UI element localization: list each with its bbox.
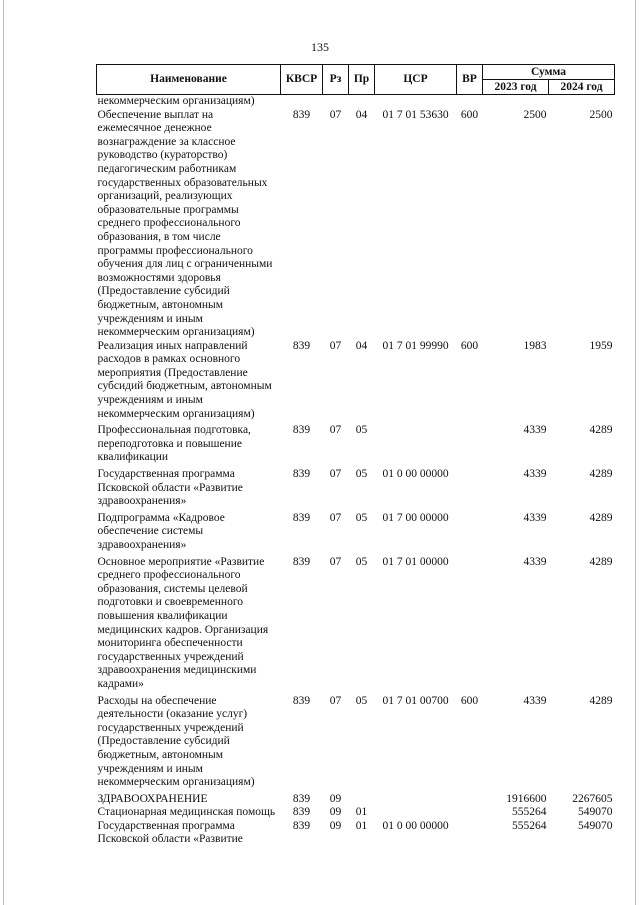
cell-pr: 05: [355, 694, 368, 707]
table-row: [97, 820, 615, 847]
cell-rz: 07: [329, 511, 342, 524]
cell-sum-2024: 4289: [589, 555, 613, 568]
header-year-2023: 2023 год: [483, 80, 549, 95]
cell-name: Государственная программа Псковской области «Развитие: [97, 819, 243, 846]
page-number: 135: [311, 40, 329, 54]
cell-sum-2024: 2267605: [572, 792, 613, 805]
table-row: [97, 95, 615, 109]
cell-kvsr: 839: [292, 468, 311, 481]
cell-rz: 09: [329, 792, 342, 805]
budget-table: [96, 64, 615, 847]
cell-rz: [323, 95, 349, 109]
cell-kvsr: 839: [292, 108, 311, 121]
cell-csr: [375, 95, 457, 109]
cell-name: Реализация иных направлений расходов в рамках основного мероприятия (Предоставление субсидий бюджетным, автономным учреждениям и иным некоммерческим организациям): [97, 339, 272, 420]
cell-name: ЗДРАВООХРАНЕНИЕ: [97, 792, 208, 805]
cell-vr: [457, 553, 483, 692]
cell-csr: 01 7 01 53630: [382, 108, 449, 121]
cell-sum-2024: 2500: [589, 108, 613, 121]
table-header: [97, 65, 615, 95]
cell-name: Государственная программа Псковской области «Развитие здравоохранения»: [97, 468, 243, 508]
cell-name: Стационарная медицинская помощь: [97, 806, 276, 819]
cell-sum-2023: 4339: [523, 555, 547, 568]
cell-name: Профессиональная подготовка, переподготовка и повышение квалификации: [97, 424, 251, 464]
cell-pr: 01: [355, 819, 368, 832]
page-edge-left: [3, 0, 4, 905]
cell-pr: 01: [355, 806, 368, 819]
cell-pr: 04: [355, 108, 368, 121]
cell-sum-2023: 1916600: [506, 792, 547, 805]
table-row: [97, 806, 615, 820]
cell-sum-2023: 555264: [512, 819, 547, 832]
cell-sum-2023: 2500: [523, 108, 547, 121]
cell-vr: [457, 421, 483, 465]
cell-rz: 07: [329, 108, 342, 121]
cell-sum-2024: 1959: [589, 339, 613, 352]
table-row: [97, 340, 615, 422]
cell-rz: 07: [329, 555, 342, 568]
cell-sum-2023: 1983: [523, 339, 547, 352]
cell-sum-2024: [549, 95, 615, 109]
cell-sum-2023: 4339: [523, 424, 547, 437]
cell-csr: 01 0 00 00000: [382, 819, 449, 832]
cell-csr: [375, 421, 457, 465]
cell-rz: 07: [329, 424, 342, 437]
header-vr: ВР: [457, 65, 483, 95]
cell-rz: 09: [329, 819, 342, 832]
cell-csr: 01 7 01 99990: [382, 339, 449, 352]
cell-vr: [457, 806, 483, 820]
cell-name: Подпрограмма «Кадровое обеспечение системы здравоохранения»: [97, 511, 225, 551]
header-rz: Рз: [323, 65, 349, 95]
cell-name: некоммерческим организациям): [97, 95, 255, 107]
cell-csr: 01 7 00 00000: [382, 511, 449, 524]
cell-kvsr: [281, 95, 323, 109]
cell-sum-2024: 4289: [589, 424, 613, 437]
cell-kvsr: 839: [292, 511, 311, 524]
page-edge-right: [635, 0, 636, 905]
header-name: Наименование: [97, 65, 281, 95]
cell-sum-2024: 4289: [589, 511, 613, 524]
cell-pr: 05: [355, 468, 368, 481]
cell-vr: [457, 95, 483, 109]
cell-vr: [457, 820, 483, 847]
cell-csr: [375, 806, 457, 820]
cell-sum-2024: 549070: [578, 819, 613, 832]
header-kvsr: КВСР: [281, 65, 323, 95]
cell-csr: 01 0 00 00000: [382, 468, 449, 481]
header-sum: Сумма: [483, 65, 615, 80]
table-row: [97, 692, 615, 790]
cell-kvsr: 839: [292, 819, 311, 832]
cell-name: Основное мероприятие «Развитие среднего профессионального образования, системы целевой подготовки и своевременного повышения квалификации медицинских кадров. Организация мониторинга обеспеченности государственных учреждений здравоохранения медицинскими кадрами»: [97, 555, 269, 690]
header-csr: ЦСР: [375, 65, 457, 95]
table-body: [97, 95, 615, 848]
header-pr: Пр: [349, 65, 375, 95]
cell-sum-2023: 4339: [523, 468, 547, 481]
cell-sum-2023: 555264: [512, 806, 547, 819]
cell-sum-2023: [483, 95, 549, 109]
cell-rz: 07: [329, 694, 342, 707]
cell-kvsr: 839: [292, 339, 311, 352]
cell-vr: 600: [460, 339, 479, 352]
cell-kvsr: 839: [292, 792, 311, 805]
table-row: [97, 109, 615, 340]
cell-vr: 600: [460, 108, 479, 121]
table-row: [97, 421, 615, 465]
cell-kvsr: 839: [292, 555, 311, 568]
cell-pr: 05: [355, 511, 368, 524]
cell-kvsr: 839: [292, 806, 311, 819]
cell-sum-2024: 549070: [578, 806, 613, 819]
cell-pr: 04: [355, 339, 368, 352]
cell-pr: 05: [355, 555, 368, 568]
table-row: [97, 553, 615, 692]
cell-name: Обеспечение выплат на ежемесячное денежное вознаграждение за классное руководство (кураторство) педагогическим работникам государственных образовательных организаций, реализующих образовательные программы среднего профессионального образования, в том числе программы профессионального обучения для лиц с ограниченными возможностями здоровья (Предоставление субсидий бюджетным, автономным учреждениям и иным некоммерческим организациям): [97, 108, 273, 339]
cell-csr: 01 7 01 00700: [382, 694, 449, 707]
cell-vr: [457, 509, 483, 553]
cell-sum-2023: 4339: [523, 511, 547, 524]
table-row: [97, 509, 615, 553]
table-row: [97, 465, 615, 509]
table-row: [97, 790, 615, 807]
cell-sum-2024: 4289: [589, 694, 613, 707]
cell-csr: 01 7 01 00000: [382, 555, 449, 568]
cell-rz: 07: [329, 468, 342, 481]
cell-pr: [349, 790, 375, 807]
cell-sum-2024: 4289: [589, 468, 613, 481]
cell-sum-2023: 4339: [523, 694, 547, 707]
cell-kvsr: 839: [292, 424, 311, 437]
cell-vr: [457, 465, 483, 509]
header-year-2024: 2024 год: [549, 80, 615, 95]
cell-pr: [349, 95, 375, 109]
cell-pr: 05: [355, 424, 368, 437]
cell-vr: 600: [460, 694, 479, 707]
cell-rz: 07: [329, 339, 342, 352]
cell-kvsr: 839: [292, 694, 311, 707]
cell-rz: 09: [329, 806, 342, 819]
cell-name: Расходы на обеспечение деятельности (оказание услуг) государственных учреждений (Предоставление субсидий бюджетным, автономным учреждениям и иным некоммерческим организациям): [97, 694, 255, 789]
cell-vr: [457, 790, 483, 807]
cell-csr: [375, 790, 457, 807]
